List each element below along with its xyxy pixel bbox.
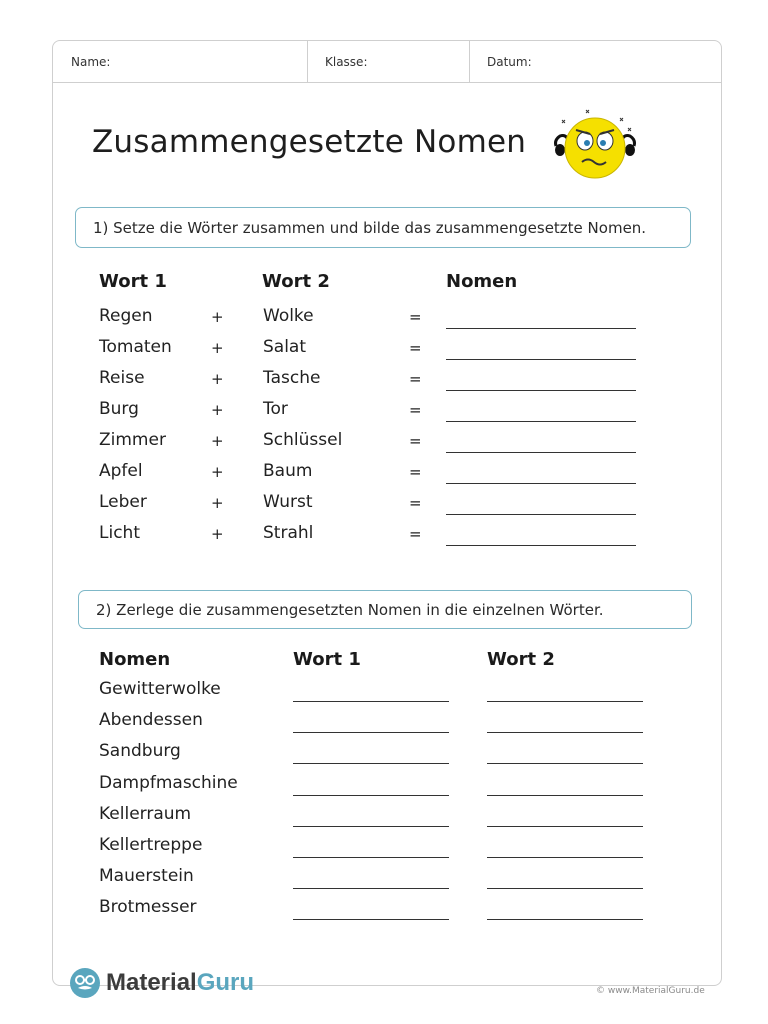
task1-instruction-box	[75, 207, 691, 248]
task2-compound-noun: Kellertreppe	[99, 835, 203, 855]
task1-word2: Tasche	[263, 368, 321, 388]
task1-word1: Regen	[99, 306, 153, 326]
task2-compound-noun: Kellerraum	[99, 804, 192, 824]
task2-wort1-line[interactable]	[293, 888, 449, 889]
task1-word1: Tomaten	[99, 337, 172, 357]
plus-sign: +	[211, 339, 224, 357]
equals-sign: =	[409, 370, 422, 388]
task2-wort2-line[interactable]	[487, 763, 643, 764]
task1-word2: Strahl	[263, 523, 314, 543]
plus-sign: +	[211, 401, 224, 419]
task1-word1: Licht	[99, 523, 140, 543]
task1-word2: Schlüssel	[263, 430, 343, 450]
plus-sign: +	[211, 308, 224, 326]
equals-sign: =	[409, 463, 422, 481]
page-title: Zusammengesetzte Nomen	[92, 124, 527, 160]
plus-sign: +	[211, 370, 224, 388]
task2-wort1-line[interactable]	[293, 795, 449, 796]
task2-wort1-line[interactable]	[293, 857, 449, 858]
equals-sign: =	[409, 308, 422, 326]
task1-word1: Burg	[99, 399, 139, 419]
task2-instruction: 2) Zerlege die zusammengesetzten Nomen in die einzelnen Wörter.	[96, 600, 604, 619]
name-label: Name:	[71, 55, 111, 69]
equals-sign: =	[409, 401, 422, 419]
logo-text-material: Material	[106, 969, 197, 996]
task2-wort2-line[interactable]	[487, 888, 643, 889]
task1-word2: Salat	[263, 337, 307, 357]
task2-compound-noun: Brotmesser	[99, 897, 197, 917]
task1-word2: Tor	[263, 399, 288, 419]
plus-sign: +	[211, 432, 224, 450]
plus-sign: +	[211, 463, 224, 481]
task2-compound-noun: Gewitterwolke	[99, 679, 221, 699]
task1-word1: Reise	[99, 368, 145, 388]
task1-instruction: 1) Setze die Wörter zusammen und bilde das zusammengesetzte Nomen.	[93, 218, 647, 237]
name-field[interactable]	[53, 41, 307, 83]
task1-answer-line[interactable]	[446, 483, 636, 484]
task2-header-wort2: Wort 2	[487, 649, 555, 670]
task1-word2: Baum	[263, 461, 313, 481]
task1-answer-line[interactable]	[446, 421, 636, 422]
equals-sign: =	[409, 432, 422, 450]
task2-wort2-line[interactable]	[487, 795, 643, 796]
task2-wort2-line[interactable]	[487, 701, 643, 702]
date-field[interactable]	[469, 41, 721, 83]
task1-word2: Wurst	[263, 492, 313, 512]
task1-answer-line[interactable]	[446, 514, 636, 515]
task2-wort1-line[interactable]	[293, 701, 449, 702]
task2-wort1-line[interactable]	[293, 732, 449, 733]
task2-wort1-line[interactable]	[293, 763, 449, 764]
task1-header-wort1: Wort 1	[99, 271, 167, 292]
glasses-mustache-icon	[70, 968, 100, 998]
task1-answer-line[interactable]	[446, 390, 636, 391]
materialguru-logo	[70, 966, 254, 1000]
task1-answer-line[interactable]	[446, 452, 636, 453]
task2-compound-noun: Abendessen	[99, 710, 203, 730]
equals-sign: =	[409, 525, 422, 543]
task2-wort2-line[interactable]	[487, 826, 643, 827]
task2-wort1-line[interactable]	[293, 826, 449, 827]
date-label: Datum:	[487, 55, 532, 69]
task2-header-wort1: Wort 1	[293, 649, 361, 670]
task2-instruction-box	[78, 590, 692, 629]
logo-text-guru: Guru	[196, 969, 255, 996]
task2-header-nomen: Nomen	[99, 649, 171, 670]
task2-wort2-line[interactable]	[487, 857, 643, 858]
task1-header-nomen: Nomen	[446, 271, 518, 292]
confused-face-icon	[550, 106, 640, 186]
equals-sign: =	[409, 494, 422, 512]
task2-wort2-line[interactable]	[487, 732, 643, 733]
task1-word1: Zimmer	[99, 430, 166, 450]
plus-sign: +	[211, 494, 224, 512]
class-field[interactable]	[307, 41, 469, 83]
header-row	[53, 41, 721, 83]
task2-compound-noun: Dampfmaschine	[99, 773, 238, 793]
task1-word1: Leber	[99, 492, 147, 512]
task2-wort2-line[interactable]	[487, 919, 643, 920]
plus-sign: +	[211, 525, 224, 543]
task1-answer-line[interactable]	[446, 328, 636, 329]
task1-answer-line[interactable]	[446, 545, 636, 546]
task1-word2: Wolke	[263, 306, 314, 326]
task2-wort1-line[interactable]	[293, 919, 449, 920]
task1-answer-line[interactable]	[446, 359, 636, 360]
task2-compound-noun: Sandburg	[99, 741, 181, 761]
task1-header-wort2: Wort 2	[262, 271, 330, 292]
class-label: Klasse:	[325, 55, 368, 69]
footer-copyright: © www.MaterialGuru.de	[596, 986, 705, 996]
task2-compound-noun: Mauerstein	[99, 866, 194, 886]
equals-sign: =	[409, 339, 422, 357]
task1-word1: Apfel	[99, 461, 143, 481]
